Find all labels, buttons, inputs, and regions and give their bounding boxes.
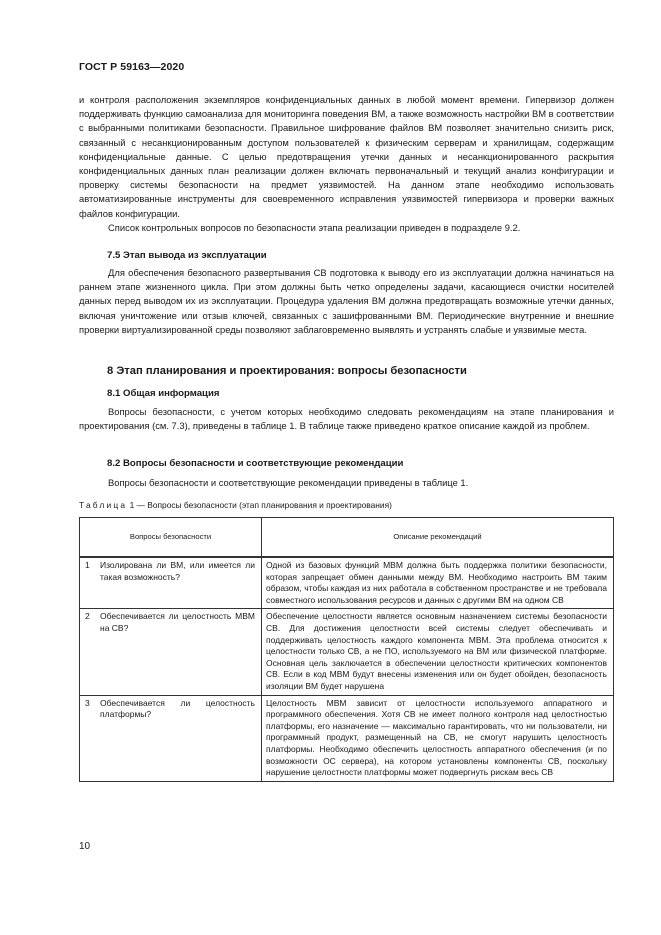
row-description: Обеспечение целостности является основным назначением системы безопасности СВ. Для достижения целостности всей системы следует обеспечивать и поддерживать целостность каждого компонента МВМ. Эта проблема относится к целостности только СВ, а не ПО, используемого на ВМ или физической платформе. Основная цель заключается в обеспечении целостности критических компонентов СВ. Если в код МВМ будут внесены изменения или он будет обойден, безопасность изоляции ВМ будет нарушена xyxy=(262,609,614,695)
section-8-1-paragraph: Вопросы безопасности, с учетом которых необходимо следовать рекомендациям на этапе планирования и проектирования (см. 7.3), приведены в таблице 1. В таблице также приведено краткое описание каждой из проблем. xyxy=(79,406,614,432)
section-7-5-paragraph: Для обеспечения безопасного развертывания СВ подготовка к выводу его из эксплуатации должна начинаться на раннем этапе жизненного цикла. При этом должны быть четко определены задачи, касающиеся очистки носителей данных перед выводом их из эксплуатации. Процедура удаления ВМ должна предотвращать возможные утечки данных, включая уничтожение или отзыв ключей, связанных с зашифрованными ВМ. Периодические внутренние и внешние проверки виртуализированной среды позволяют заблаговременно выявлять и устранять слабые и уязвимые места. xyxy=(79,267,614,335)
section-8-1-text xyxy=(79,405,614,433)
row-number: 2 xyxy=(80,609,97,695)
row-question: Обеспечивается ли целостность МВМ на СВ? xyxy=(96,609,262,695)
section-8-heading: 8 Этап планирования и проектирования: вопросы безопасности xyxy=(107,365,467,377)
row-number: 1 xyxy=(80,557,97,609)
document-header: ГОСТ Р 59163—2020 xyxy=(79,61,185,73)
table-caption-word: Таблица xyxy=(79,500,128,510)
intro-text xyxy=(79,93,614,235)
row-description: Одной из базовых функций МВМ должна быть поддержка политики безопасности, которая запрещает обмен данными между ВМ. Необходимо настроить ВМ таким образом, чтобы каждая из них работала в собственном пространстве и не требовала совместного использования ресурсов и данных с другими ВМ на одном СВ xyxy=(262,557,614,609)
table-header-row xyxy=(80,518,614,558)
intro-paragraph-2: Список контрольных вопросов по безопасности этапа реализации приведен в подразделе 9.2. xyxy=(108,221,521,233)
section-8-2-paragraph: Вопросы безопасности и соответствующие рекомендации приведены в таблице 1. xyxy=(108,477,469,488)
row-description: Целостность МВМ зависит от целостности используемого аппаратного и программного обеспечения. Хотя СВ не имеет полного контроля над целостностью платформы, его назначение — максимально гарантировать, что ни пользователи, ни программный продукт, размещенный на СВ, не смогут нарушить целостность платформы. Необходимо обеспечить целостность аппаратного обеспечения (и по возможности ОС сервера), на котором установлены компоненты СВ, поскольку нарушение целостности платформы может подвергнуть рискам весь СВ xyxy=(262,695,614,781)
page-number: 10 xyxy=(79,841,91,852)
security-questions-table xyxy=(79,517,614,782)
section-8-2-heading: 8.2 Вопросы безопасности и соответствующие рекомендации xyxy=(107,458,404,469)
section-7-5-text xyxy=(79,266,614,337)
column-header-recommendations: Описание рекомендаций xyxy=(262,518,614,558)
table-caption xyxy=(79,500,392,510)
table-row xyxy=(80,609,614,695)
row-number: 3 xyxy=(80,695,97,781)
section-8-2-text xyxy=(79,476,614,490)
column-header-questions: Вопросы безопасности xyxy=(80,518,262,558)
section-7-5-heading: 7.5 Этап вывода из эксплуатации xyxy=(107,250,267,261)
table-row xyxy=(80,695,614,781)
table-row xyxy=(80,557,614,609)
table-caption-text: 1 — Вопросы безопасности (этап планирования и проектирования) xyxy=(127,500,392,510)
row-question: Изолирована ли ВМ, или имеется ли такая возможность? xyxy=(96,557,262,609)
row-question: Обеспечивается ли целостность платформы? xyxy=(96,695,262,781)
section-8-1-heading: 8.1 Общая информация xyxy=(107,388,220,399)
intro-paragraph-1: и контроля расположения экземпляров конфиденциальных данных в любой момент времени. Гипервизор должен поддерживать функцию самоанализа для мониторинга поведения ВМ, а также возможность настройки ВМ в соответствии с выбранными политиками безопасности. Правильное шифрование файлов ВМ позволяет значительно снизить риск, связанный с несанкционированным доступом пользователей к физическим серверам и хранилищам, содержащим конфиденциальные данные. С целью предотвращения утечки данных и несанкционированного раскрытия конфиденциальных данных план реализации должен включать первоначальный и текущий анализ конфигурации и проверку системы безопасности на предмет уязвимостей. На данном этапе необходимо использовать автоматизированные инструменты для своевременного исправления уязвимостей гипервизора и проверки важных файлов конфигурации. xyxy=(79,94,614,219)
